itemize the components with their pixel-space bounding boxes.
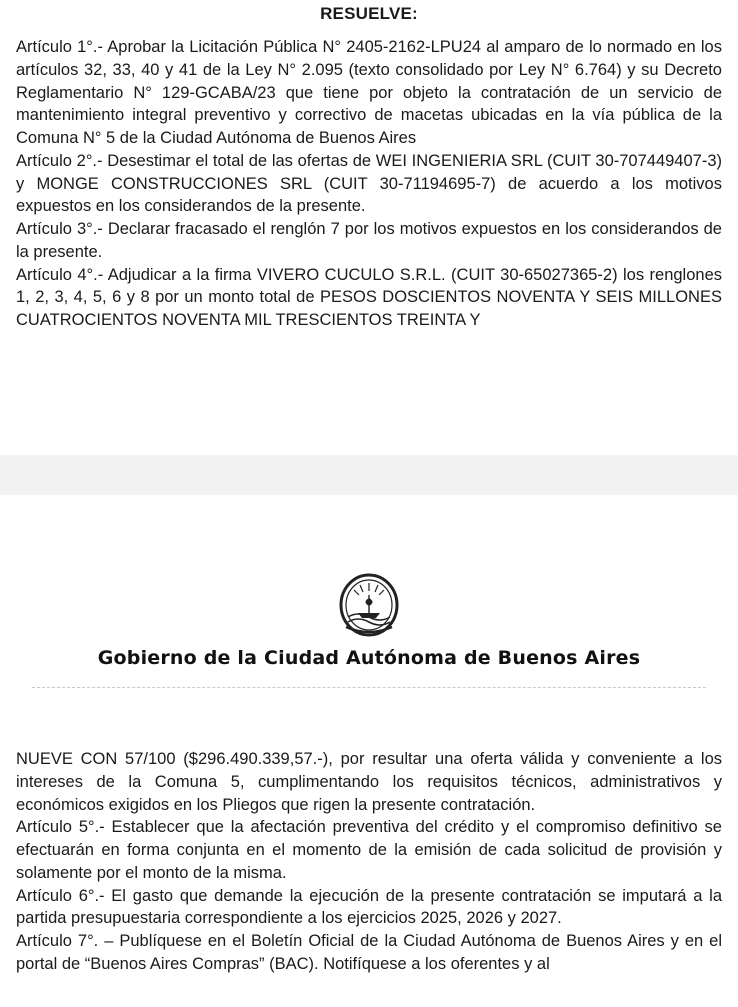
paragraph-articulo-7: Artículo 7°. – Publíquese en el Boletín Oficial de la Ciudad Autónoma de Buenos Aires y en el portal de “Buenos Aires Compras” (BAC). Notifíquese a los oferentes y al xyxy=(16,932,722,973)
page-heading-resuelve: RESUELVE: xyxy=(320,4,418,23)
paragraph-articulo-4: Artículo 4°.- Adjudicar a la firma VIVERO CUCULO S.R.L. (CUIT 30-65027365-2) los renglones 1, 2, 3, 4, 5, 6 y 8 por un monto total de PESOS DOSCIENTOS NOVENTA Y SEIS MILLONES CUATROCIENTOS NOVENTA MIL TRESCIENTOS TREINTA Y xyxy=(16,265,722,330)
paragraph-articulo-2: Artículo 2°.- Desestimar el total de las ofertas de WEI INGENIERIA SRL (CUIT 30-707449407-3) y MONGE CONSTRUCCIONES SRL (CUIT 30-71194695-7) de acuerdo a los motivos expuestos en los considerandos de la presente. xyxy=(16,151,722,216)
paragraph-monto-continuacion: NUEVE CON 57/100 ($296.490.339,57.-), por resultar una oferta válida y conveniente a los intereses de la Comuna 5, cumplimentando los requisitos técnicos, administrativos y económicos exigidos en los Pliegos que rigen la presente contratación. xyxy=(16,750,722,814)
paragraph-articulo-6: Artículo 6°.- El gasto que demande la ejecución de la presente contratación se imputará a la partida presupuestaria correspondiente a los ejercicios 2025, 2026 y 2027. xyxy=(16,886,722,928)
letterhead xyxy=(0,565,738,688)
page-1-body xyxy=(16,36,722,332)
buenos-aires-crest-icon xyxy=(332,565,406,639)
page-2-content xyxy=(0,748,738,976)
government-title: Gobierno de la Ciudad Autónoma de Buenos Aires xyxy=(97,647,641,669)
paragraph-articulo-1: Artículo 1°.- Aprobar la Licitación Pública N° 2405-2162-LPU24 al amparo de lo normado en los artículos 32, 33, 40 y 41 de la Ley N° 2.095 (texto consolidado por Ley N° 6.764) y su Decreto Reglamentario N° 129-GCABA/23 que tiene por objeto la contratación de un servicio de mantenimiento integral preventivo y correctivo de macetas ubicadas en la vía pública de la Comuna N° 5 de la Ciudad Autónoma de Buenos Aires xyxy=(16,38,722,148)
page-2-body xyxy=(16,748,722,976)
paragraph-articulo-5: Artículo 5°.- Establecer que la afectación preventiva del crédito y el compromiso definitivo se efectuarán en forma conjunta en el momento de la emisión de cada solicitud de provisión y solamente por el monto de la misma. xyxy=(16,818,722,882)
page-1-content xyxy=(0,0,738,332)
letterhead-divider xyxy=(32,687,706,688)
page-separator xyxy=(0,455,738,495)
paragraph-articulo-3: Artículo 3°.- Declarar fracasado el renglón 7 por los motivos expuestos en los considerandos de la presente. xyxy=(16,220,722,261)
